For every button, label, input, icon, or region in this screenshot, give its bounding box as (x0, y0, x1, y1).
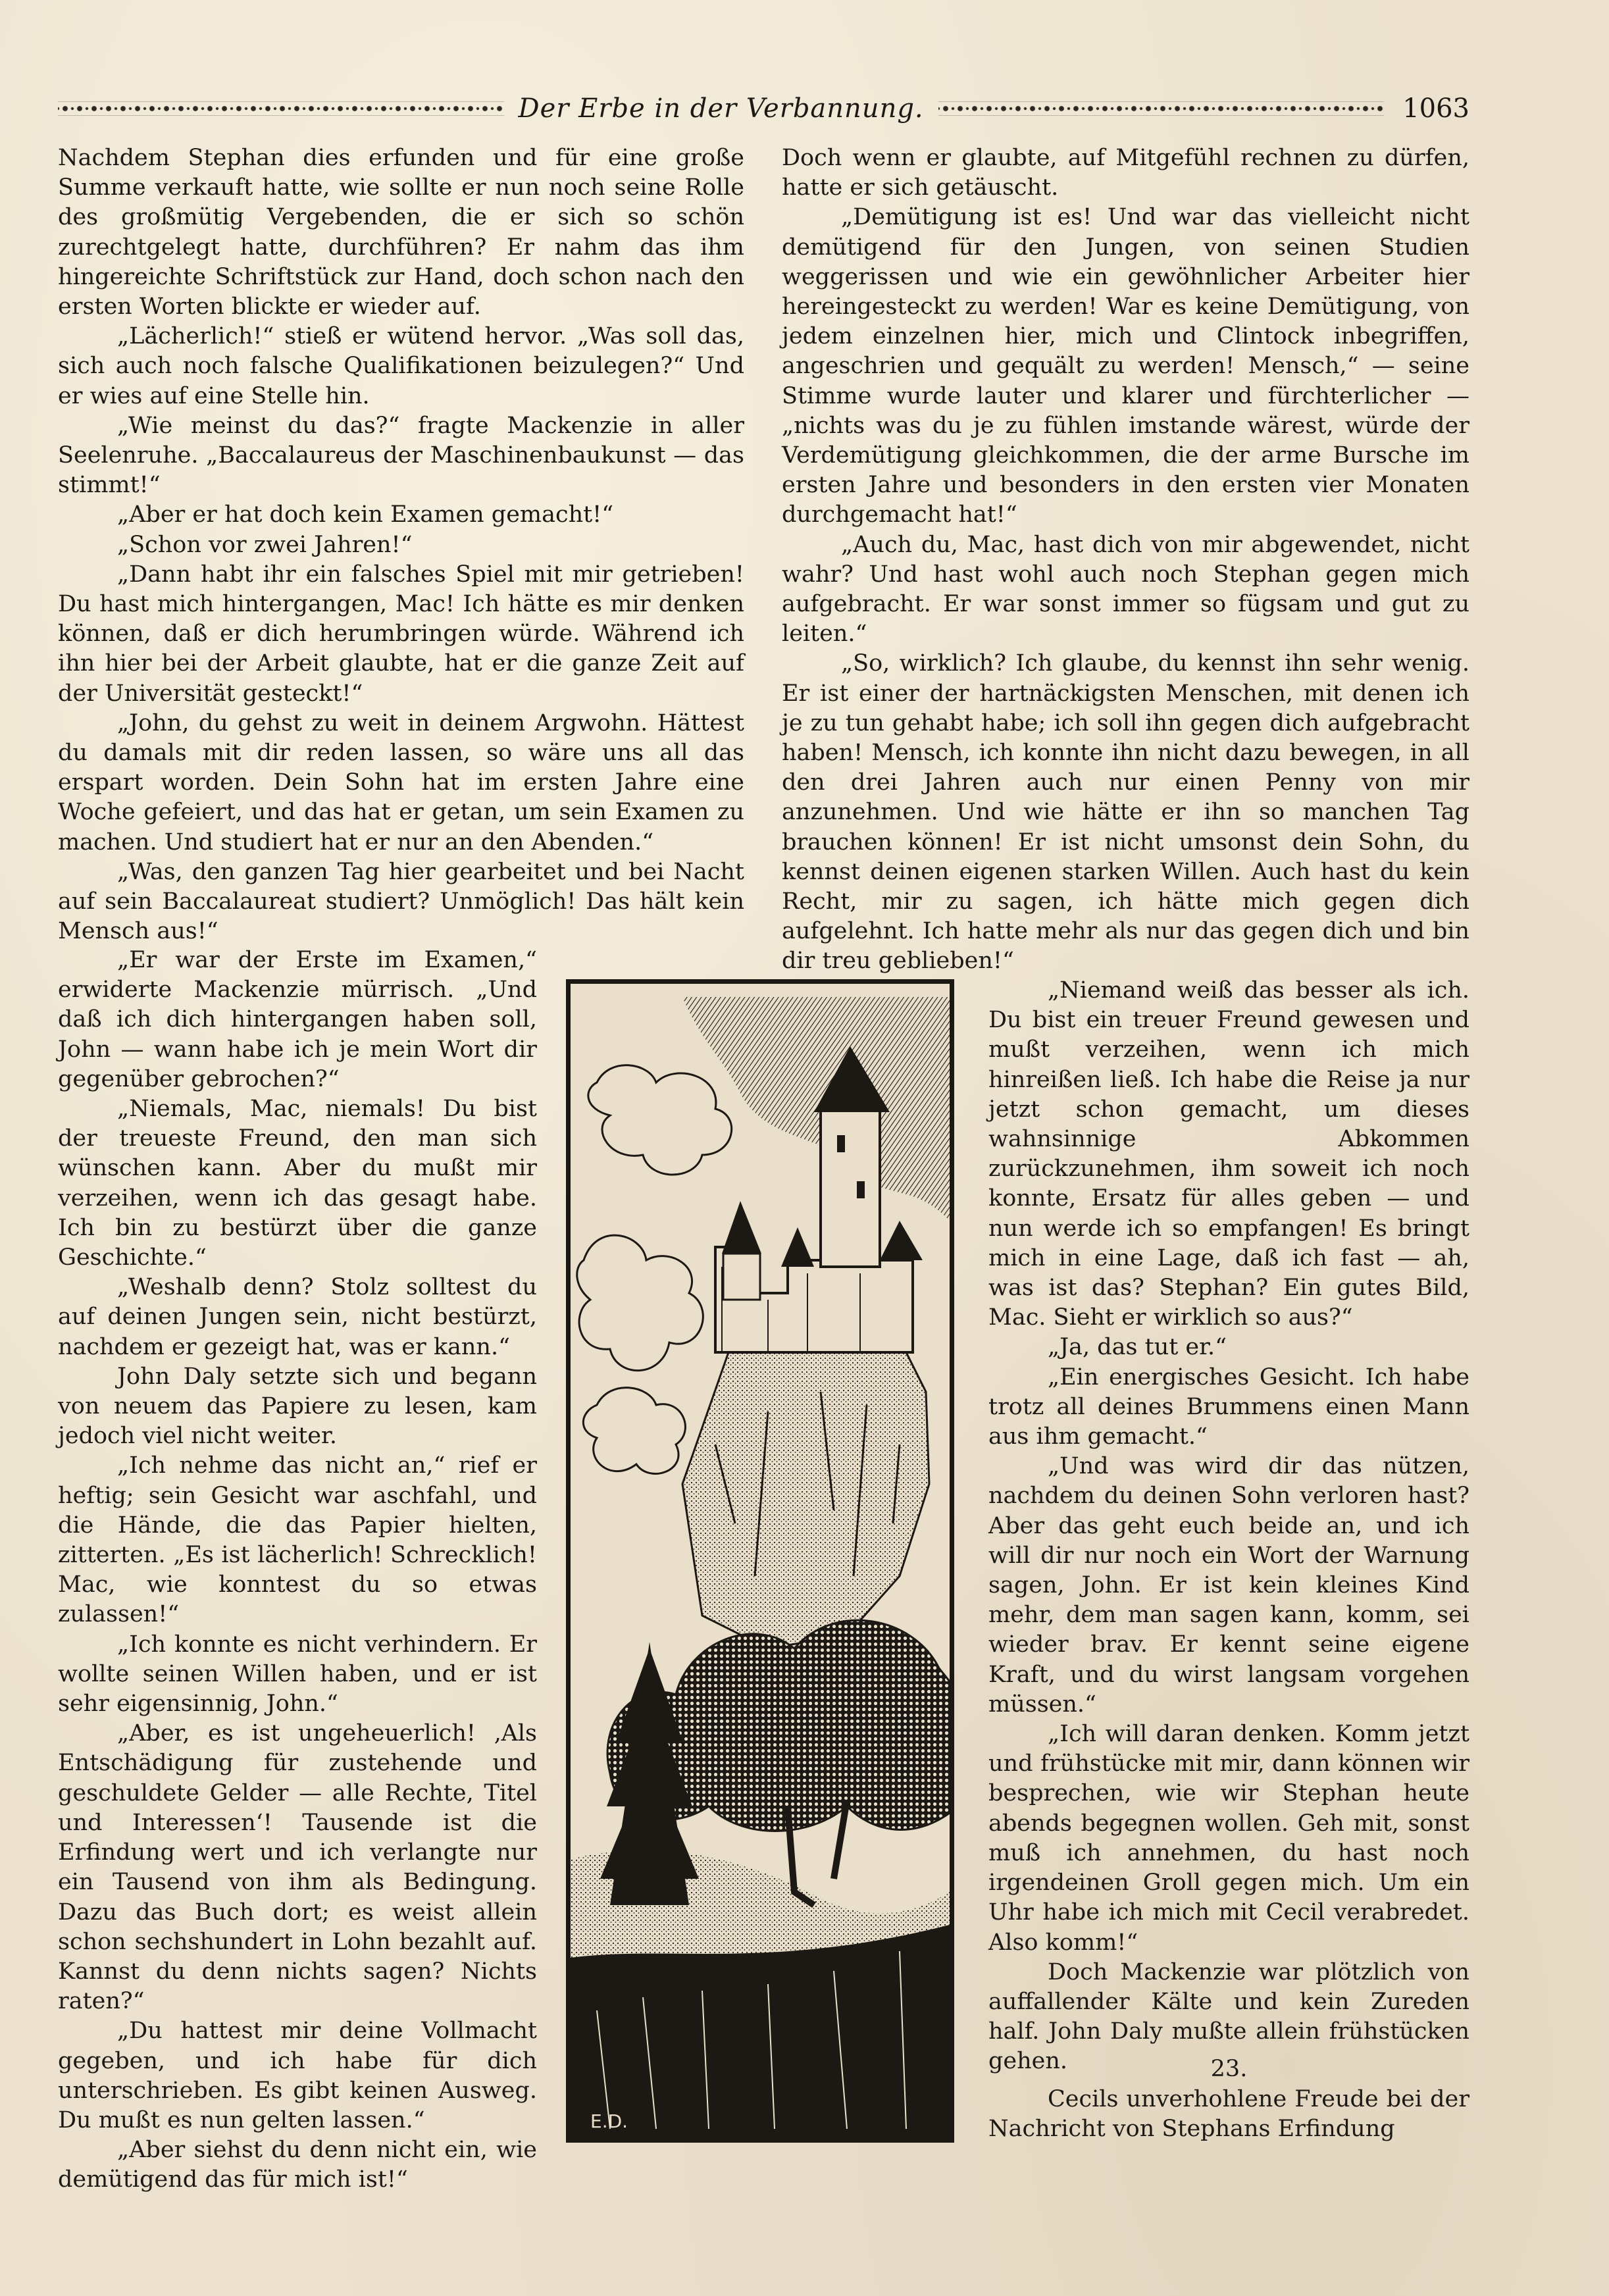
paragraph: Nachdem Stephan dies erfunden und für eine große Summe verkauft hatte, wie sollte er nun noch seine Rolle des großmütig Vergebenden, die er sich so schön zurechtgelegt hatte, durchführen? Er nahm das ihm hingereichte Schriftstück zur Hand, doch schon nach den ersten Worten blickte er wieder auf. (58, 145, 744, 320)
paragraph: „Dann habt ihr ein falsches Spiel mit mir getrieben! Du hast mich hintergangen, Mac! Ich hätte es mir denken können, daß er dich herumbringen würde. Während ich ihn hier bei der Arbeit glaubte, hat er die ganze Zeit auf der Universität gesteckt!“ (58, 561, 744, 707)
paragraph: „Ich nehme das nicht an,“ rief er heftig; sein Gesicht war aschfahl, und die Hände, die das Papier hielten, zitterten. „Es ist lächerlich! Schrecklich! Mac, wie konntest du so etwas zulassen!“ (58, 1452, 537, 1628)
paragraph: „Aber siehst du denn nicht ein, wie demütigend das für mich ist!“ (58, 2137, 537, 2193)
paragraph: „So, wirklich? Ich glaube, du kennst ihn sehr wenig. Er ist einer der hartnäckigsten Menschen, mit denen ich je zu tun gehabt habe; ich soll ihn gegen dich aufgebracht haben! Mensch, ich konnte ihn nicht dazu bewegen, in all den drei Jahren auch nur einen Penny von mir anzunehmen. Und wie hätte er ihn so manchen Tag brauchen können! Er ist nicht umsonst dein Sohn, du kennst deinen eigenen starken Willen. Auch hast du kein Recht, mir zu sagen, ich hätte mich gegen dich aufgelehnt. Ich hatte mehr als nur das gegen dich und bin dir treu geblieben!“ (782, 650, 1469, 975)
paragraph: „Aber er hat doch kein Examen gemacht!“ (117, 501, 614, 528)
paragraph: „Demütigung ist es! Und war das vielleicht nicht demütigend für den Jungen, von seinen Studien weggerissen und wie ein gewöhnlicher Arbeiter hier hereingesteckt zu werden! War es keine Demütigung, von jedem einzelnen hier, mich und Clintock inbegriffen, angeschrien und gequält zu werden! Mensch,“ — seine Stimme wurde lauter und klarer und fürchterlicher — „nichts was du je zu fühlen imstande wärest, würde der Verdemütigung gleichkommen, die der arme Bursche im ersten Jahre und besonders in den ersten vier Monaten durchgemacht hat!“ (782, 204, 1469, 528)
paragraph: „Niemand weiß das besser als ich. Du bist ein treuer Freund gewesen und mußt verzeihen, wenn ich mich hinreißen ließ. Ich habe die Reise ja nur jetzt schon gemacht, um dieses wahnsinnige Abkommen zurückzunehmen, ihm soweit ich noch konnte, Ersatz für alles geben — und nun werde ich so empfangen! Es bringt mich in eine Lage, daß ich fast — ah, was ist das? Stephan? Ein gutes Bild, Mac. Sieht er wirklich so aus?“ (988, 977, 1469, 1331)
paragraph: „Auch du, Mac, hast dich von mir abgewendet, nicht wahr? Und hast wohl auch noch Stephan gegen mich aufgebracht. Er war sonst immer so fügsam und gut zu leiten.“ (782, 531, 1469, 648)
running-title: Der Erbe in der Verbannung. (518, 93, 924, 124)
cloud (588, 1065, 732, 1175)
paragraph: „Ich will daran denken. Komm jetzt und frühstücke mit mir, dann können wir besprechen, wie wir Stephan heute abends begegnen wollen. Geh mit, sonst muß ich annehmen, du hast noch irgendeinen Groll gegen mich. Um ein Uhr habe ich mich mit Cecil verabredet. Also komm!“ (988, 1721, 1469, 1956)
section-opening (988, 2085, 1469, 2144)
cloud (577, 1235, 703, 1370)
paragraph: „Aber, es ist ungeheuerlich! ‚Als Entschädigung für zustehende und geschuldete Gelder — alle Rechte, Titel und Interessen‘! Tausende ist die Erfindung wert und ich verlangte nur ein Tausend von ihm als Bedingung. Dazu das Buch dort; es weist allein schon sechshundert in Lohn bezahlt auf. Kannst du denn nichts sagen? Nichts raten?“ (58, 1720, 537, 2015)
header-ornament-right (938, 101, 1385, 116)
illustration-signature: E.D. (590, 2110, 628, 2132)
castle-tower (821, 1109, 880, 1267)
paragraph: „Du hattest mir deine Vollmacht gegeben, und ich habe für dich unterschrieben. Es gibt keinen Ausweg. Du mußt es nun gelten lassen.“ (58, 2018, 537, 2133)
section-number: 23. (1210, 2056, 1248, 2082)
paragraph: Doch wenn er glaubte, auf Mitgefühl rechnen zu dürfen, hatte er sich getäuscht. (782, 145, 1469, 201)
paragraph: „Weshalb denn? Stolz solltest du auf deinen Jungen sein, nicht bestürzt, nachdem er gezeigt hat, was er kann.“ (58, 1274, 537, 1360)
header-ornament-left (58, 101, 504, 116)
left-column (58, 143, 744, 946)
castle-illustration (566, 979, 954, 2143)
paragraph: „Ein energisches Gesicht. Ich habe trotz all deines Brummens einen Mann aus ihm gemacht.“ (988, 1364, 1469, 1450)
right-column-wrapped (988, 976, 1469, 2077)
left-column-wrapped (58, 946, 537, 2195)
paragraph: „Was, den ganzen Tag hier gearbeitet und bei Nacht auf sein Baccalaureat studiert? Unmöglich! Das hält kein Mensch aus!“ (58, 858, 744, 945)
paragraph: Doch Mackenzie war plötzlich von auffallender Kälte und kein Zureden half. John Daly mußte allein frühstücken gehen. (988, 1958, 1469, 2075)
right-column (782, 143, 1469, 977)
paragraph: Cecils unverhohlene Freude bei der Nachricht von Stephans Erfindung (988, 2086, 1469, 2143)
castle-woodcut-image (571, 984, 950, 2138)
paragraph: John Daly setzte sich und begann von neuem das Papiere zu lesen, kam jedoch viel nicht weiter. (58, 1363, 537, 1450)
paragraph: „Er war der Erste im Examen,“ erwiderte Mackenzie mürrisch. „Und daß ich dich hintergangen haben soll, John — wann habe ich je mein Wort dir gegenüber gebrochen?“ (58, 947, 537, 1092)
paragraph: „Wie meinst du das?“ fragte Mackenzie in aller Seelenruhe. „Baccalaureus der Maschinenbaukunst — das stimmt!“ (58, 412, 744, 499)
paragraph: „Ich konnte es nicht verhindern. Er wollte seinen Willen haben, und er ist sehr eigensinnig, John.“ (58, 1631, 537, 1718)
paragraph: „Lächerlich!“ stieß er wütend hervor. „Was soll das, sich auch noch falsche Qualifikationen beizulegen?“ Und er wies auf eine Stelle hin. (58, 323, 744, 409)
paragraph: „Und was wird dir das nützen, nachdem du deinen Sohn verloren hast? Aber das geht euch beide an, und ich will dir nur noch ein Wort der Warnung sagen, John. Er ist kein kleines Kind mehr, dem man sagen kann, komm, sei wieder brav. Er kennt seine eigene Kraft, und du wirst langsam vorgehen müssen.“ (988, 1453, 1469, 1718)
foreground-slope (571, 1925, 950, 2138)
running-header (58, 92, 1469, 125)
paragraph: „Schon vor zwei Jahren!“ (117, 531, 413, 558)
paragraph: „Ja, das tut er.“ (1048, 1334, 1227, 1361)
cloud (583, 1388, 685, 1474)
paragraph: „John, du gehst zu weit in deinem Argwohn. Hättest du damals mit dir reden lassen, so wäre uns all das erspart worden. Dein Sohn hat im ersten Jahre eine Woche gefeiert, und das hat er getan, um sein Examen zu machen. Und studiert hat er nur an den Abenden.“ (58, 709, 744, 855)
page-number: 1063 (1402, 93, 1469, 124)
paragraph: „Niemals, Mac, niemals! Du bist der treueste Freund, den man sich wünschen kann. Aber du mußt mir verzeihen, wenn ich das gesagt habe. Ich bin zu bestürzt über die ganze Geschichte.“ (58, 1096, 537, 1271)
